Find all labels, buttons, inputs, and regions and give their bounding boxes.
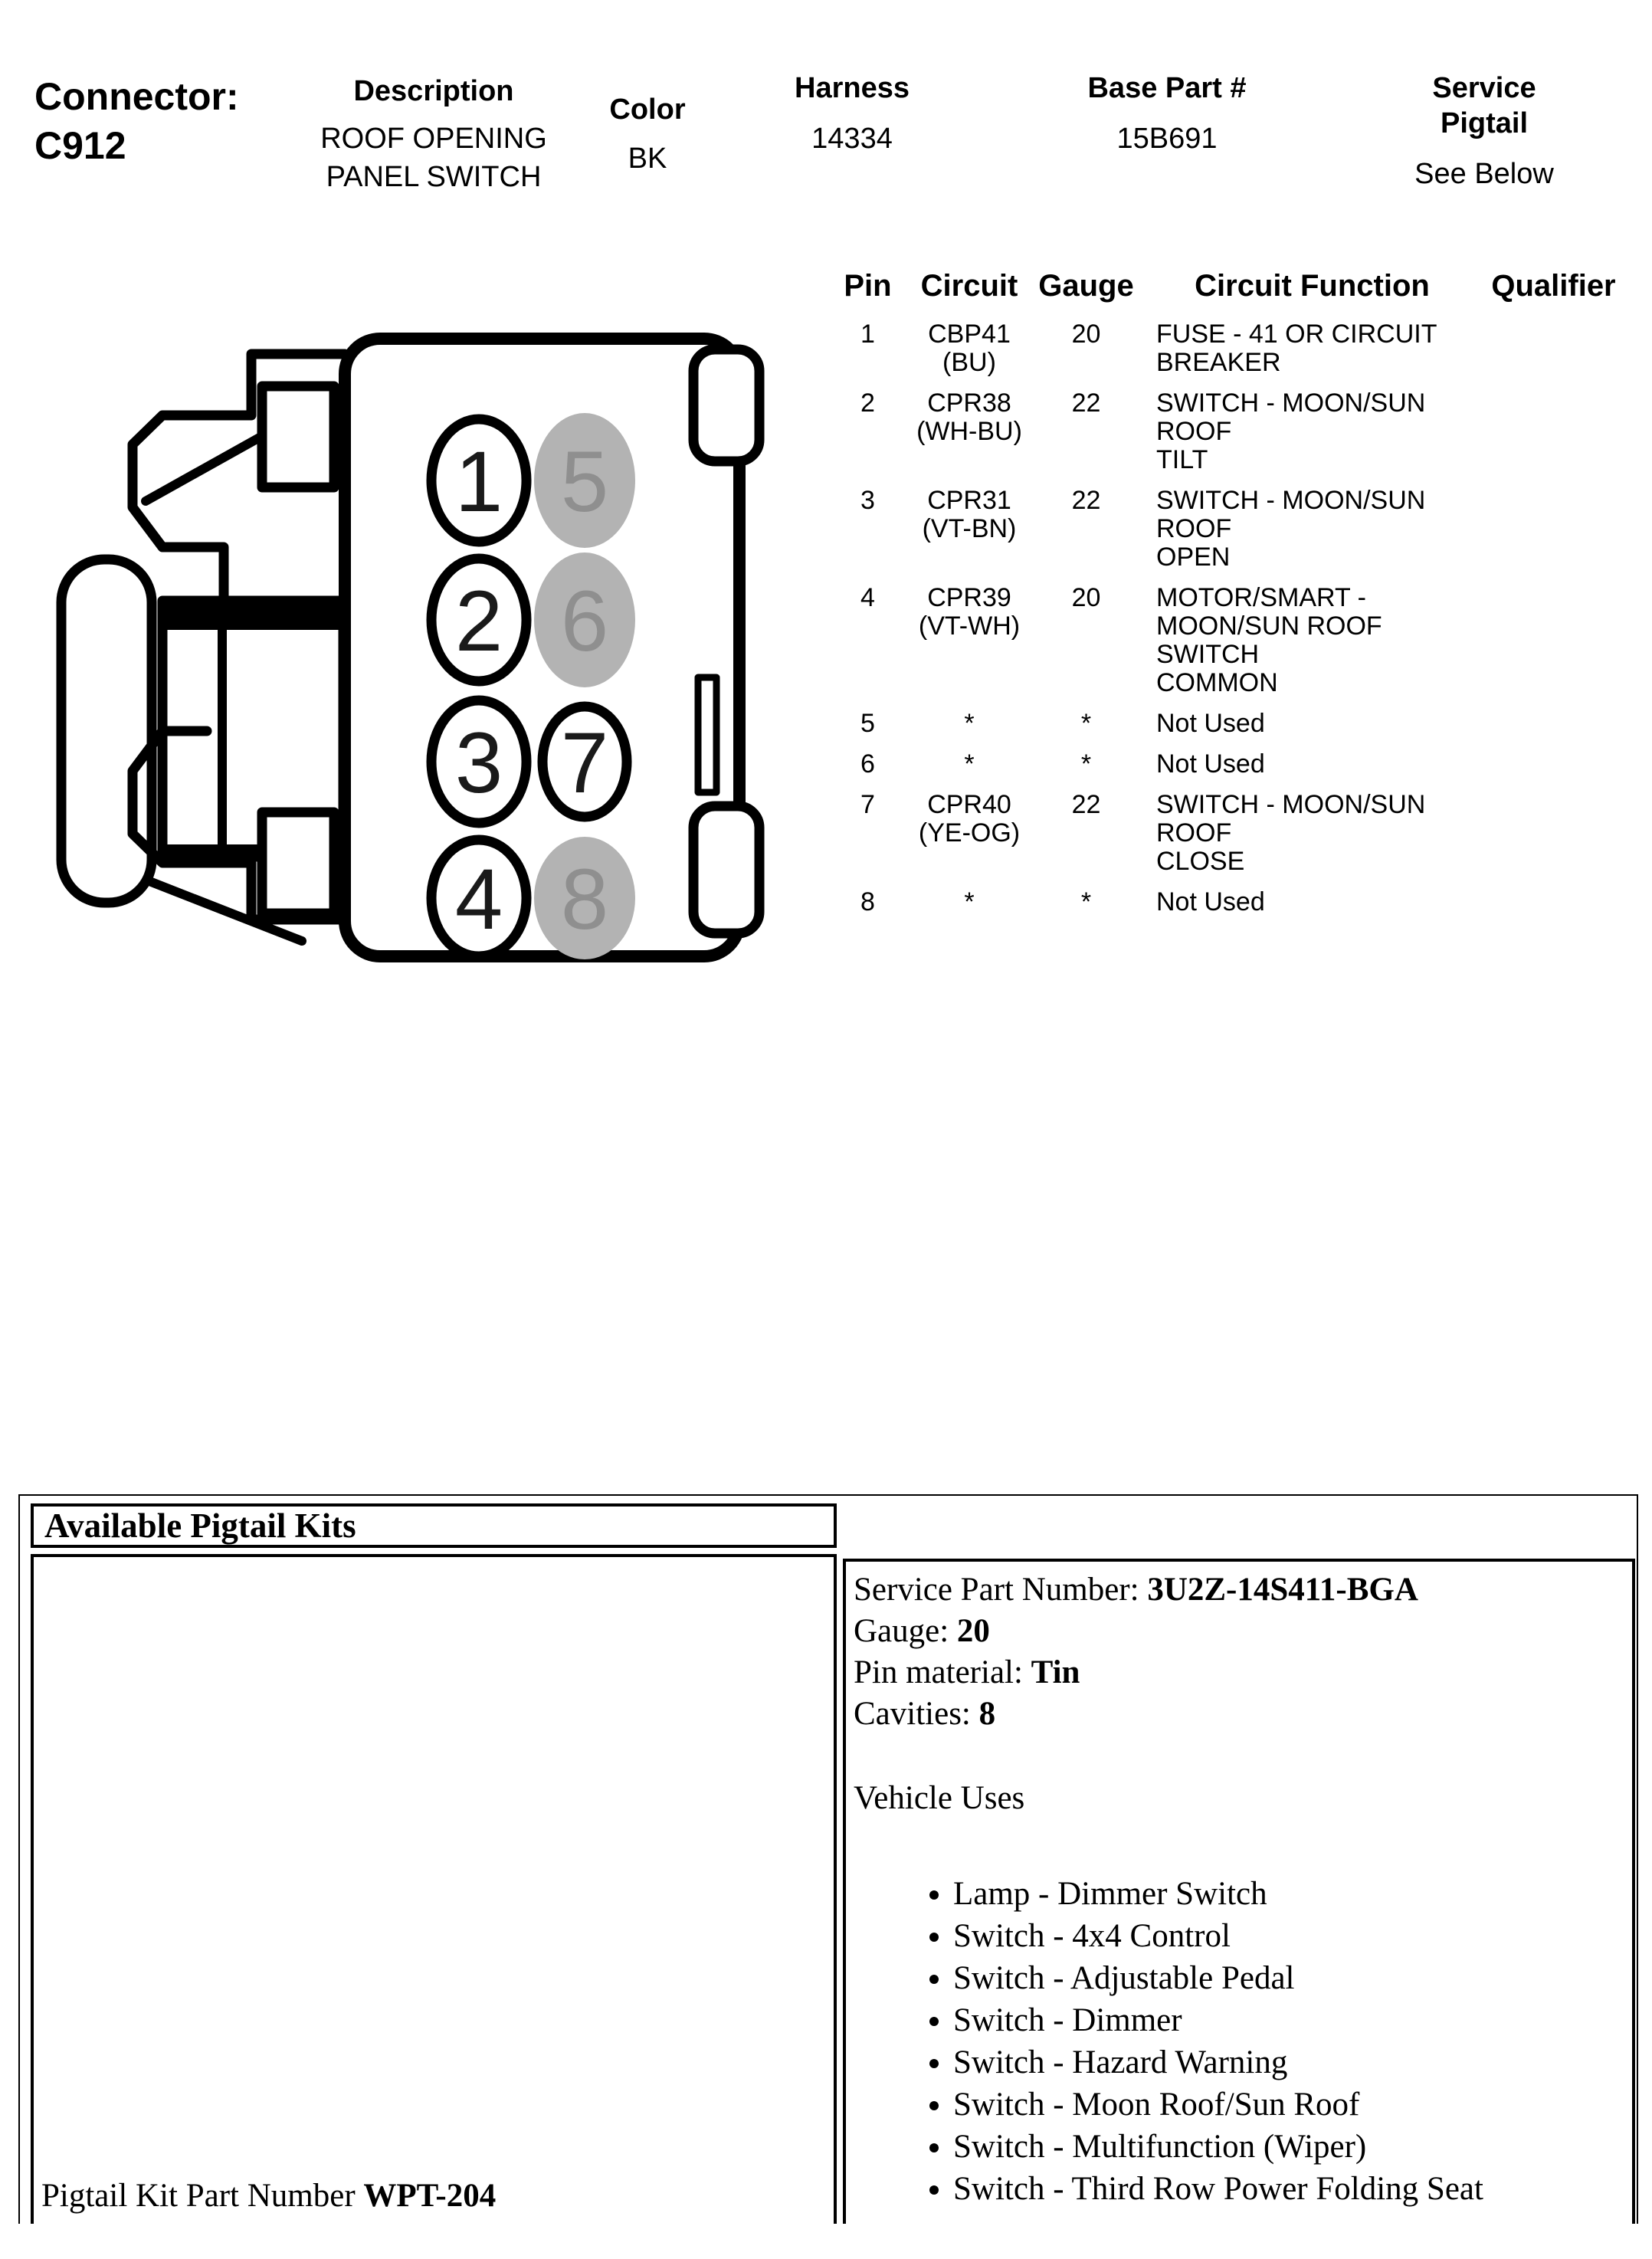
pin-table-header-cell: Gauge	[1038, 269, 1134, 303]
spec-value: 3U2Z-14S411-BGA	[1147, 1572, 1418, 1608]
cell-gauge: 22	[1071, 389, 1101, 418]
header-column-value: See Below	[1414, 158, 1554, 190]
cell-circuit-function: MOTOR/SMART - MOON/SUN ROOF SWITCH COMMON	[1156, 583, 1382, 697]
pin-table	[831, 268, 1621, 929]
header-column-servicepigtail	[1401, 70, 1568, 193]
pin-table-row	[831, 791, 1621, 876]
cell-circuit-function: SWITCH - MOON/SUN ROOF CLOSE	[1156, 790, 1426, 876]
header-column-value: BK	[628, 143, 667, 175]
pin-number-7: 7	[560, 715, 609, 811]
cell-circuit: CPR38 (WH-BU)	[916, 389, 1022, 446]
cell-pin: 8	[860, 887, 875, 916]
vehicle-use-item: • Switch - Multifunction (Wiper)	[953, 2126, 1632, 2168]
cell-pin: 7	[860, 790, 875, 819]
connector-tab-bottom-right	[693, 806, 759, 933]
spec-label: Gauge:	[854, 1613, 957, 1649]
header-column-value: ROOF OPENING PANEL SWITCH	[320, 123, 547, 193]
pin-table-row	[831, 487, 1621, 572]
pin-table-row	[831, 584, 1621, 697]
cell-qualifier	[1486, 710, 1621, 738]
service-spec-line	[854, 1611, 1632, 1652]
cell-pin: 5	[860, 709, 875, 738]
cell-qualifier	[1486, 888, 1621, 916]
header-column-color	[609, 92, 685, 178]
pin-number-1: 1	[454, 434, 503, 530]
vehicle-use-item: • Switch - Dimmer	[953, 1999, 1632, 2041]
pigtail-kit-box	[31, 1554, 837, 2224]
vehicle-use-item: • Switch - 4x4 Control	[953, 1915, 1632, 1957]
pin-table-header-cell: Circuit Function	[1195, 269, 1430, 303]
pigtail-kit-line	[34, 2177, 834, 2224]
pin-table-header-cell: Qualifier	[1491, 269, 1616, 303]
connector-left-boss	[61, 559, 152, 903]
header-column-label: Harness	[795, 72, 910, 104]
vehicle-use-item: • Switch - Hazard Warning	[953, 2041, 1632, 2084]
header-column-label: Base Part #	[1087, 72, 1247, 104]
pin-number-3: 3	[454, 715, 503, 811]
cell-qualifier	[1486, 791, 1621, 876]
cell-circuit-function: SWITCH - MOON/SUN ROOF TILT	[1156, 389, 1426, 474]
cell-circuit-function: Not Used	[1156, 709, 1265, 738]
cell-qualifier	[1486, 389, 1621, 474]
cell-gauge: 22	[1071, 790, 1101, 819]
service-spec-line	[854, 1569, 1632, 1611]
vehicle-use-item: • Switch - Third Row Power Folding Seat	[953, 2168, 1632, 2210]
pin-table-rows	[831, 320, 1621, 916]
pin-table-row	[831, 389, 1621, 474]
connector-title	[34, 72, 239, 170]
cell-circuit: CPR31 (VT-BN)	[922, 486, 1017, 543]
service-spec-line	[854, 1693, 1632, 1735]
cell-circuit-function: Not Used	[1156, 749, 1265, 779]
spec-label: Pin material:	[854, 1654, 1031, 1690]
connector-face-diagram	[46, 316, 797, 982]
connector-label: Connector:	[34, 75, 239, 118]
pin-table-header-cell: Circuit	[920, 269, 1018, 303]
cell-qualifier	[1486, 750, 1621, 779]
pigtail-kit-number: WPT-204	[363, 2178, 497, 2214]
cell-gauge: *	[1080, 887, 1092, 916]
cell-qualifier	[1486, 487, 1621, 572]
connector-mid-block-cap	[162, 601, 343, 630]
connector-window-bottom	[262, 812, 334, 913]
header-column-basepart	[1087, 70, 1246, 158]
header-column-description	[320, 74, 547, 196]
cell-circuit-function: SWITCH - MOON/SUN ROOF OPEN	[1156, 486, 1426, 572]
cell-pin: 4	[860, 583, 875, 612]
cell-gauge: 22	[1071, 486, 1101, 515]
header-column-value: 14334	[811, 123, 893, 155]
header-column-label: Service Pigtail	[1432, 72, 1536, 139]
cell-circuit: *	[964, 709, 975, 738]
header-column-harness	[795, 70, 910, 158]
connector-slot-right	[698, 677, 716, 792]
cell-gauge: 20	[1071, 583, 1101, 612]
cell-circuit: CPR39 (VT-WH)	[918, 583, 1021, 641]
pin-table-row	[831, 888, 1621, 916]
cell-circuit: *	[964, 749, 975, 779]
cell-pin: 3	[860, 486, 875, 515]
vehicle-use-item: • Switch - Adjustable Pedal	[953, 1957, 1632, 1999]
connector-id: C912	[34, 124, 126, 167]
spec-value: 8	[978, 1696, 996, 1732]
cell-pin: 1	[860, 320, 875, 349]
cell-circuit-function: FUSE - 41 OR CIRCUIT BREAKER	[1156, 320, 1437, 377]
connector-window-top	[262, 386, 334, 487]
cell-gauge: 20	[1071, 320, 1101, 349]
cell-gauge: *	[1080, 749, 1092, 779]
cell-circuit-function: Not Used	[1156, 887, 1265, 916]
service-part-box	[843, 1559, 1635, 2224]
pin-number-8: 8	[560, 851, 609, 947]
service-spec-line	[854, 1652, 1632, 1693]
vehicle-uses-list	[854, 1873, 1632, 2210]
pigtail-kits-title: Available Pigtail Kits	[44, 1507, 356, 1545]
pin-number-2: 2	[454, 573, 503, 669]
cell-circuit: CPR40 (YE-OG)	[918, 790, 1021, 848]
header-column-label: Color	[609, 93, 686, 126]
service-spec-lines	[854, 1569, 1632, 1735]
spec-value: 20	[956, 1613, 990, 1649]
cell-gauge: *	[1080, 709, 1092, 738]
pin-table-row	[831, 320, 1621, 377]
connector-tab-top-right	[693, 349, 759, 461]
vehicle-uses-title: Vehicle Uses	[854, 1780, 1025, 1816]
cell-pin: 6	[860, 749, 875, 779]
vehicle-use-item: • Switch - Moon Roof/Sun Roof	[953, 2084, 1632, 2126]
cell-circuit: CBP41 (BU)	[928, 320, 1011, 377]
cell-pin: 2	[860, 389, 875, 418]
cell-qualifier	[1486, 584, 1621, 697]
spec-label: Service Part Number:	[854, 1572, 1148, 1608]
connector-drawing	[46, 316, 797, 982]
pigtail-kit-label: Pigtail Kit Part Number	[41, 2178, 364, 2214]
cell-qualifier	[1486, 320, 1621, 377]
pin-number-4: 4	[454, 851, 503, 947]
pin-number-5: 5	[560, 434, 609, 530]
header-column-value: 15B691	[1116, 123, 1218, 155]
vehicle-use-item: • Lamp - Dimmer Switch	[953, 1873, 1632, 1915]
pin-table-row	[831, 750, 1621, 779]
cell-circuit: *	[964, 887, 975, 916]
pin-table-header-cell: Pin	[844, 269, 892, 303]
pin-table-row	[831, 710, 1621, 738]
header-column-label: Description	[353, 75, 514, 107]
spec-label: Cavities:	[854, 1696, 979, 1732]
pigtail-kits-title-box	[31, 1503, 837, 1548]
pin-number-6: 6	[560, 573, 609, 669]
spec-value: Tin	[1031, 1654, 1080, 1690]
pin-table-header	[831, 268, 1621, 303]
